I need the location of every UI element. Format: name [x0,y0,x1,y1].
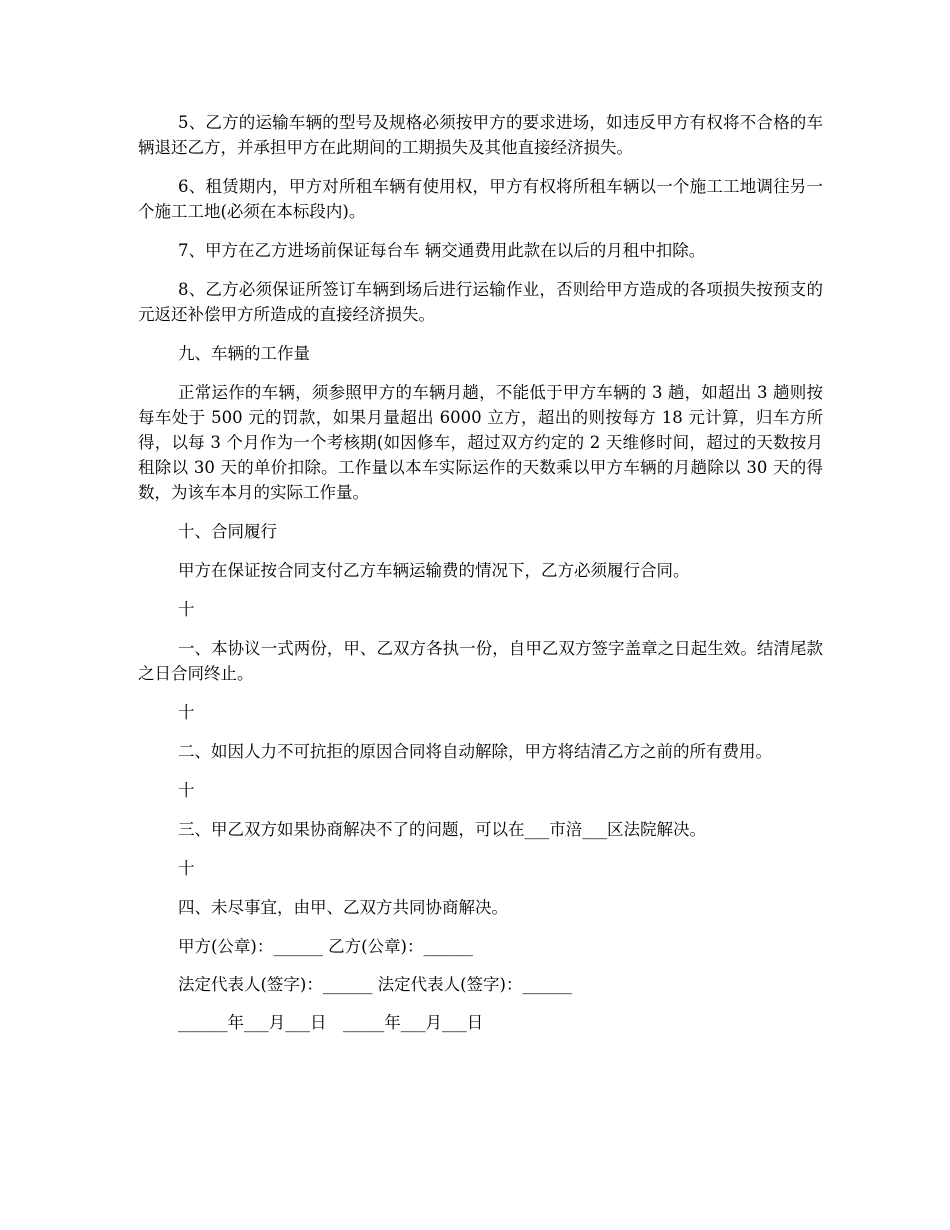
signature-representative-line: 法定代表人(签字)：______ 法定代表人(签字)：______ [178,975,572,994]
section-marker: 十 [178,859,195,878]
performance-paragraph: 甲方在保证按合同支付乙方车辆运输费的情况下，乙方必须履行合同。 [178,561,690,580]
section-heading-contract-performance: 十、合同履行 [178,522,277,541]
clause-7: 7、甲方在乙方进场前保证每台车 辆交通费用此款在以后的月租中扣除。 [178,241,706,260]
section-marker: 十 [178,703,195,722]
signature-date-line: ______年___月___日 _____年___月___日 [178,1013,484,1032]
clause-6: 6、租赁期内，甲方对所租车辆有使用权，甲方有权将所租车辆以一个施工工地调往另一个施工工地(必须在本标段内)。 [138,177,823,221]
document-body [138,110,823,1048]
clause-13: 三、甲乙双方如果协商解决不了的问题，可以在___市涪___区法院解决。 [178,820,706,839]
clause-8: 8、乙方必须保证所签订车辆到场后进行运输作业，否则给甲方造成的各项损失按预支的 元返还补偿甲方所造成的直接经济损失。 [138,280,823,324]
clause-12: 二、如因人力不可抗拒的原因合同将自动解除，甲方将结清乙方之前的所有费用。 [178,742,772,761]
clause-14: 四、未尽事宜，由甲、乙双方共同协商解决。 [178,898,508,917]
section-marker: 十 [178,781,195,800]
signature-seal-line: 甲方(公章)：______ 乙方(公章)：______ [178,937,473,956]
clause-5: 5、乙方的运输车辆的型号及规格必须按甲方的要求进场，如违反甲方有权将不合格的车辆退还乙方，并承担甲方在此期间的工期损失及其他直接经济损失。 [138,113,823,157]
clause-11: 一、本协议一式两份，甲、乙双方各执一份，自甲乙双方签字盖章之日起生效。结清尾款之日合同终止。 [138,639,823,683]
section-heading-vehicle-workload: 九、车辆的工作量 [178,344,310,363]
workload-paragraph: 正常运作的车辆，须参照甲方的车辆月趟，不能低于甲方车辆的 3 趟，如超出 3 趟则按每车处于 500 元的罚款，如果月量超出 6000 立方，超出的则按每方 18 元计算，归车方所得，以每 3 个月作为一个考核期(如因修车，超过双方约定的 2 天维修时间，超过的天数按月租除以 30 天的单价扣除。工作量以本车实际运作的天数乘以甲方车辆的月趟除以 30 天的得数，为该车本月的实际工作量。 [138,383,823,502]
section-marker: 十 [178,600,195,619]
